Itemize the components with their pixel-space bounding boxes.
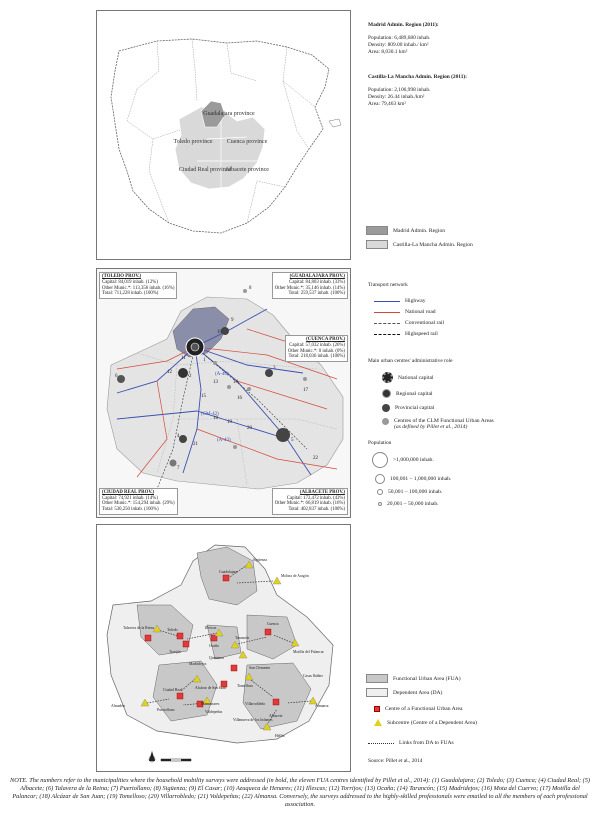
clm-population: Population: 2,106,998 inhab. (368, 87, 431, 93)
madrid-area: Area: 8,030.1 km² (368, 49, 408, 55)
legend-national-capital: National capital (382, 372, 434, 383)
svg-text:10: 10 (217, 330, 222, 335)
svg-text:22: 22 (313, 456, 318, 461)
legend-subcentre-triangle: Subcentre (Centre of a Dependent Area) (374, 719, 477, 726)
svg-text:Alcázar de San Juan: Alcázar de San Juan (195, 686, 226, 690)
svg-text:9: 9 (231, 318, 234, 323)
svg-text:Puertollano: Puertollano (157, 708, 175, 712)
legend-national-road: National road (374, 309, 436, 315)
legend-links: Links from DA to FUAs (368, 740, 454, 746)
svg-text:2: 2 (189, 374, 192, 379)
svg-text:Casas Ibáñez: Casas Ibáñez (303, 674, 323, 678)
svg-text:3: 3 (273, 366, 276, 371)
svg-text:Villanueva de los Infantes: Villanueva de los Infantes (233, 718, 273, 722)
legend-madrid: Madrid Admin. Region (366, 226, 445, 235)
source-text: Source: Pillet et al., 2014 (368, 758, 423, 764)
svg-text:Almadén: Almadén (111, 704, 125, 708)
regional-capital-toledo (178, 368, 188, 378)
province-label-guadalajara: Guadalajara province (203, 111, 255, 117)
svg-text:17: 17 (303, 388, 308, 393)
svg-text:Illescas: Illescas (205, 626, 217, 630)
clm-area: Area: 79,463 km² (368, 101, 406, 107)
box-ciudad-real: (CIUDAD REAL PROV.) Capital: 74,921 inhab. (14%) Other Munic.*: 154,294 inhab. (29%) Total: 530,250 inhab. (100%) (99, 488, 178, 515)
provincial-capital-albacete (276, 428, 290, 442)
provincial-capital-cuenca (265, 369, 273, 377)
svg-text:Quintanar: Quintanar (209, 656, 225, 660)
clm-density: Density: 26.44 inhab./km² (368, 94, 425, 100)
figure-note: NOTE. The numbers refer to the municipalities where the household mobility surveys were addressed (in bold, the eleven FUA centres identified by Pillet et al., 2014): (1) Guadalajara; (2) Toledo; (3) Cuenca; (4) Ciudad Real; (5) Albacete; (6) Talavera de la Reina; (7) Puertollano; (8) Sigüenza; (9) El Casar; (10) Azuqueca de Henares; (11) Illescas; (12) Torrijos; (13) Ocaña; (14) Tarancón; (15) Madridejos; (16) Mota del Cuervo; (17) Motilla del Palancar; (18) Alcázar de San Juan; (19) Tomelloso; (20) Villarrobledo; (21) Valdepeñas; (22) Almansa. Conversely, the surveys addressed to the highly-skilled professionals were emailed to all the members of each professional association. (10, 777, 590, 808)
transport-legend-title: Transport network (368, 282, 408, 288)
population-legend-title: Population (368, 440, 392, 446)
svg-text:6: 6 (115, 374, 118, 379)
province-label-toledo: Toledo province (173, 139, 213, 145)
road-label-a43: (A-43) (217, 438, 231, 443)
box-albacete: (ALBACETE PROV.) Capital: 172,472 inhab. (43%) Other Munic.*: 66,819 inhab. (16%) Total: 402,837 inhab. (100%) (272, 488, 348, 515)
svg-text:18: 18 (213, 416, 218, 421)
clm-stats-title: Castilla-La Mancha Admin. Region (2011): (368, 74, 467, 80)
svg-text:19: 19 (227, 420, 232, 425)
legend-highspeed-rail: Highspeed rail (374, 331, 438, 337)
svg-text:Torrijós: Torrijós (169, 650, 181, 654)
fua-map-panel (96, 524, 351, 772)
madrid-stats (368, 22, 439, 56)
province-label-cuenca: Cuenca province (226, 139, 268, 145)
legend-regional-capital: Regional capital (382, 389, 433, 398)
province-label-albacete: Albacete province (225, 167, 269, 173)
svg-text:Madridejos: Madridejos (189, 662, 207, 666)
legend-pop-4: 20,001 – 50,000 inhab. (378, 501, 439, 507)
svg-text:Motilla del Palancar: Motilla del Palancar (293, 650, 324, 654)
spain-region-map-panel (96, 10, 351, 260)
legend-pop-1: >1,000,000 inhab. (372, 452, 434, 468)
svg-text:16: 16 (237, 396, 242, 401)
svg-text:7: 7 (177, 466, 180, 471)
svg-text:Manzanares: Manzanares (201, 702, 220, 706)
box-guadalajara: (GUADALAJARA PROV.) Capital: 84,803 inhab. (33%) Other Munic.*: 35,146 inhab. (14%) Total: 259,537 inhab. (100%) (272, 272, 348, 299)
road-label-a40: (A-40) (215, 372, 229, 377)
svg-text:Hellín: Hellín (275, 734, 285, 738)
legend-fua-centre: Centres of the CLM Functional Urban Areas (as defined by Pillet et al., 2014) (382, 418, 494, 430)
svg-text:Tomelloso: Tomelloso (237, 684, 253, 688)
svg-text:20: 20 (247, 426, 252, 431)
svg-text:21: 21 (193, 442, 198, 447)
svg-text:8: 8 (249, 286, 252, 291)
transport-network-map-panel (96, 268, 351, 518)
svg-text:14: 14 (233, 380, 238, 385)
clm-stats (368, 74, 467, 108)
svg-text:15: 15 (201, 394, 206, 399)
box-toledo: (TOLEDO PROV.) Capital: 84,019 inhab. (12%) Other Munic.*: 113,356 inhab. (16%) Total: 711,228 inhab. (100%) (99, 272, 177, 299)
legend-provincial-capital: Provincial capital (382, 404, 434, 412)
legend-da: Dependent Area (DA) (366, 688, 442, 697)
fua-map (97, 525, 351, 772)
legend-clm-swatch (366, 240, 388, 249)
svg-text:Ciudad Real: Ciudad Real (163, 688, 182, 692)
legend-conventional-rail: Conventional rail (374, 320, 444, 326)
madrid-stats-title: Madrid Admin. Region (2011): (368, 22, 439, 28)
road-label-cm42: (CM-42) (201, 412, 219, 417)
svg-text:1: 1 (203, 358, 206, 363)
legend-fua: Functional Urban Area (FUA) (366, 674, 461, 683)
legend-highway: Highway (374, 298, 426, 304)
svg-text:12: 12 (167, 370, 172, 375)
centres-legend-title: Main urban centres' administrative role (368, 358, 453, 364)
svg-text:Villarrobledo: Villarrobledo (245, 702, 266, 706)
north-arrow-icon (149, 751, 155, 762)
svg-text:Albacete: Albacete (269, 714, 283, 718)
box-cuenca: (CUENCA PROV.) Capital: 57,032 inhab. (26%) Other Munic.*: 0 inhab. (0%) Total: 218,036 inhab. (100%) (285, 335, 348, 362)
svg-text:13: 13 (213, 380, 218, 385)
svg-text:Guadalajara: Guadalajara (219, 570, 238, 574)
legend-pop-3: 50,001 – 100,000 inhab. (377, 489, 442, 495)
svg-text:4: 4 (177, 434, 180, 439)
provincial-capital-ciudad-real (179, 435, 187, 443)
svg-text:Tarancón: Tarancón (235, 636, 250, 640)
svg-text:11: 11 (181, 356, 186, 361)
svg-text:Ocaña: Ocaña (209, 644, 219, 648)
svg-text:Cuenca: Cuenca (267, 622, 279, 626)
svg-text:Toledo: Toledo (167, 628, 178, 632)
madrid-population: Population: 6,489,680 inhab. (368, 35, 431, 41)
legend-fua-centre-square: Centre of a Functional Urban Area (374, 706, 463, 712)
legend-madrid-swatch (366, 226, 388, 235)
svg-text:Molina de Aragón: Molina de Aragón (281, 574, 309, 578)
svg-text:Sigüenza: Sigüenza (253, 558, 267, 562)
legend-pop-2: 100,001 – 1,000,000 inhab. (375, 474, 451, 484)
transport-network-map (97, 269, 351, 518)
svg-text:Valdepeñas: Valdepeñas (205, 710, 223, 714)
svg-text:San Clemente: San Clemente (249, 666, 271, 670)
legend-clm: Castilla-La Mancha Admin. Region (366, 240, 473, 249)
svg-text:5: 5 (291, 438, 294, 443)
madrid-density: Density: 809.00 inhab./ km² (368, 42, 429, 48)
svg-text:Talavera de la Reina: Talavera de la Reina (123, 626, 155, 630)
province-label-ciudad-real: Ciudad Real province (178, 167, 232, 173)
spain-region-map (97, 11, 351, 260)
provincial-capital-guadalajara (221, 327, 229, 335)
svg-text:Almansa: Almansa (315, 704, 329, 708)
